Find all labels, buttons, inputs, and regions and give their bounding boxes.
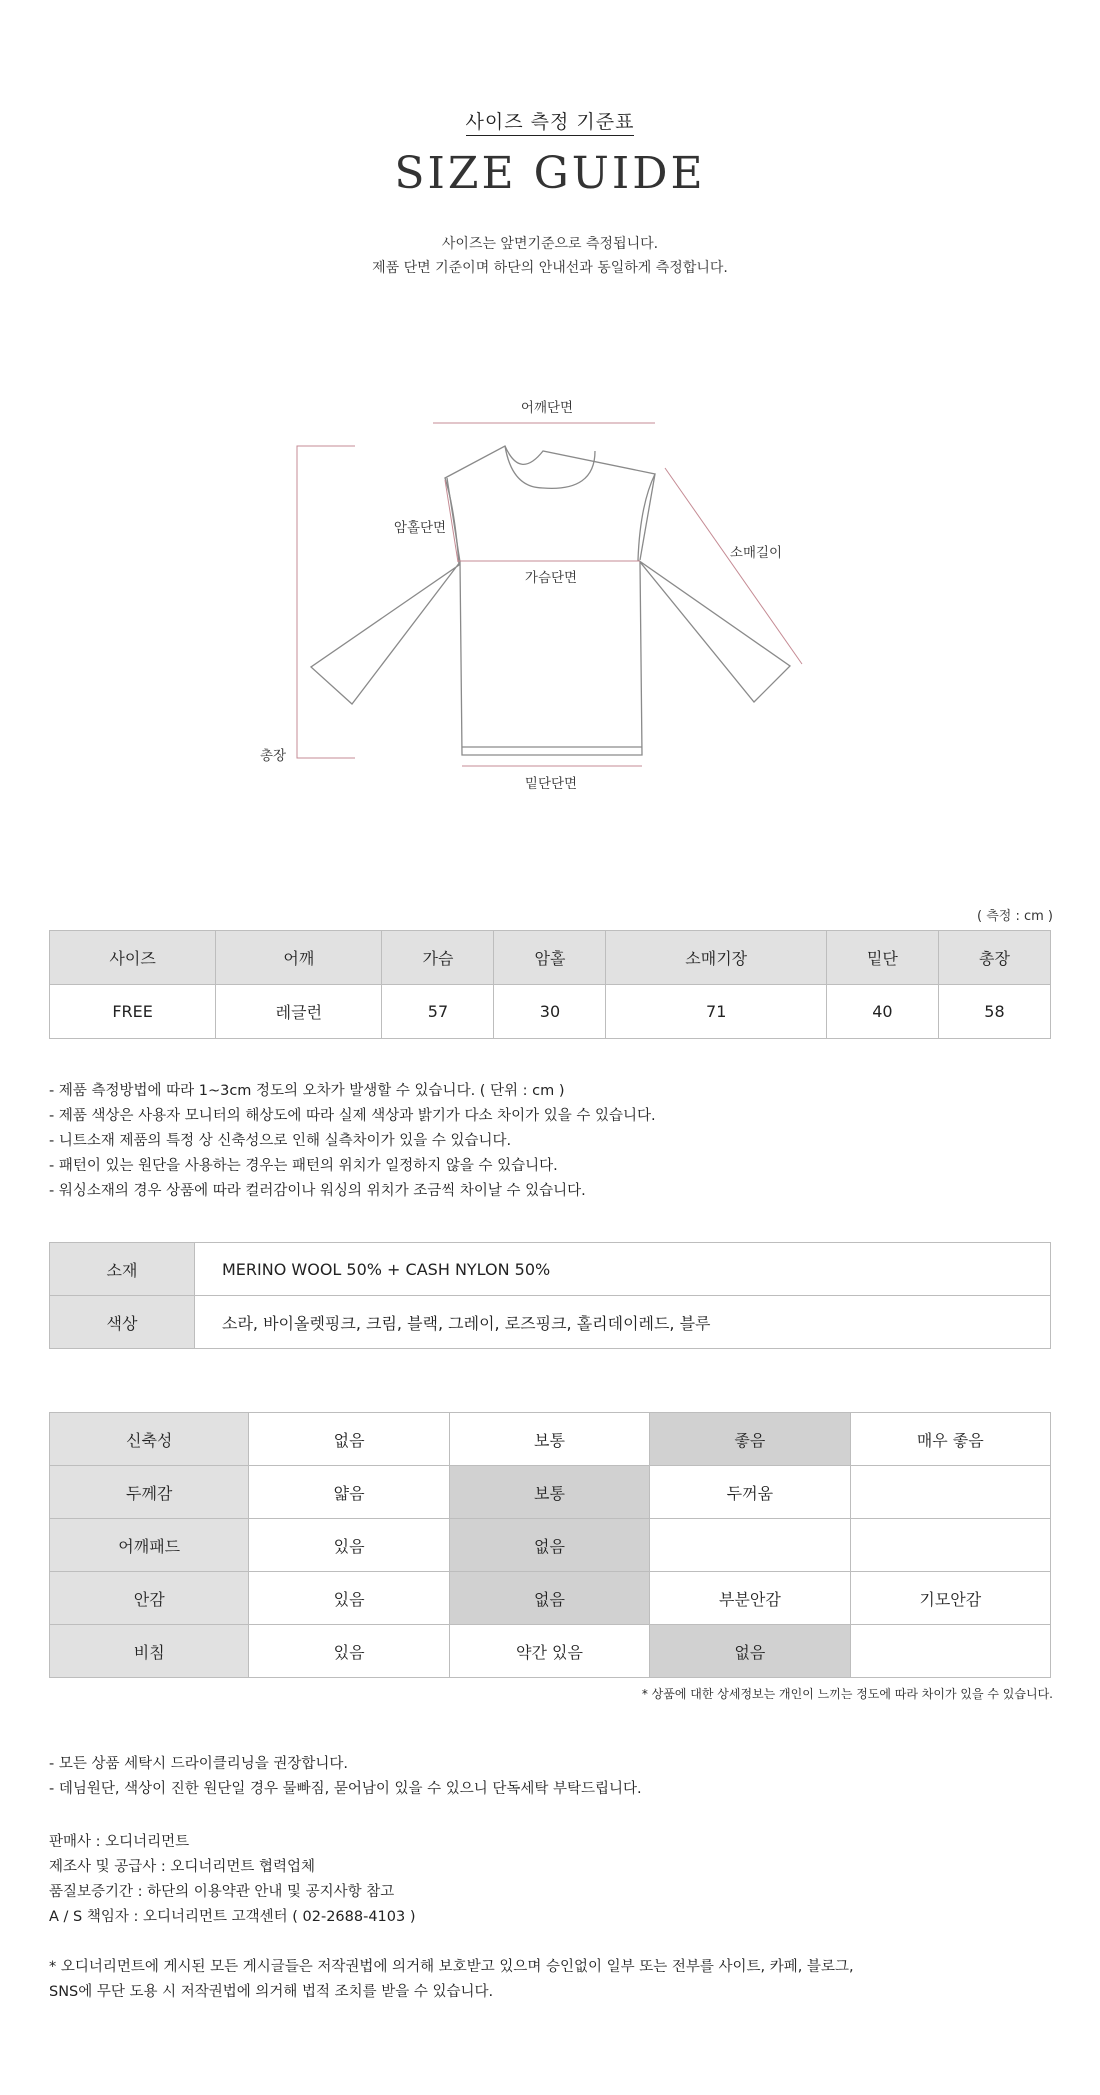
copyright-line: * 오디너리먼트에 게시된 모든 게시글들은 저작권법에 의거해 보호받고 있으며 승인없이 일부 또는 전부를 사이트, 카페, 블로그, [49,1959,854,1975]
note-line: - 제품 측정방법에 따라 1~3cm 정도의 오차가 발생할 수 있습니다. ( 단위 : cm ) [49,1083,565,1099]
color-value: 소라, 바이올렛핑크, 크림, 블랙, 그레이, 로즈핑크, 홀리데이레드, 블루 [195,1296,1051,1349]
size-header-length: 총장 [938,931,1050,985]
care-notes [49,1752,642,1802]
table-row [50,1413,1051,1466]
size-header-hem: 밑단 [826,931,938,985]
property-option: 있음 [249,1625,449,1678]
size-table-header [50,931,1051,985]
length-label: 총장 [259,748,287,764]
property-option-selected: 없음 [650,1625,850,1678]
thickness-label: 두께감 [50,1466,249,1519]
shoulder-label: 어깨단면 [520,400,574,416]
shoulder-value: 레글런 [216,985,382,1039]
table-row [50,1625,1051,1678]
property-option [850,1625,1050,1678]
measurement-guides [297,423,802,766]
armhole-guide [445,480,458,562]
property-option: 없음 [249,1413,449,1466]
property-option-selected: 없음 [449,1572,649,1625]
garment-diagram [245,388,825,798]
intro-text [0,232,1100,280]
sleeve-guide [665,468,802,664]
property-option: 있음 [249,1572,449,1625]
sweater-outline [311,446,790,755]
material-value: MERINO WOOL 50% + CASH NYLON 50% [195,1243,1051,1296]
size-header-armhole: 암홀 [494,931,606,985]
length-guide [297,446,355,758]
table-row [50,1519,1051,1572]
property-option-selected: 없음 [449,1519,649,1572]
company-info [49,1830,416,1930]
table-row [50,1296,1051,1349]
property-option: 보통 [449,1413,649,1466]
size-header-chest: 가슴 [382,931,494,985]
table-row [50,1572,1051,1625]
size-guide-korean-title [0,107,1100,134]
table-row [50,1243,1051,1296]
table-row [50,985,1051,1039]
property-option-selected: 좋음 [650,1413,850,1466]
property-option [850,1466,1050,1519]
intro-line: 제품 단면 기준이며 하단의 안내선과 동일하게 측정합니다. [372,260,728,276]
sleeve-value: 71 [606,985,826,1039]
note-line: - 워싱소재의 경우 상품에 따라 컬러감이나 워싱의 위치가 조금씩 차이날 수 있습니다. [49,1183,586,1199]
material-color-table [49,1242,1051,1349]
measurement-notes [49,1079,656,1204]
sheerness-label: 비침 [50,1625,249,1678]
property-option [850,1519,1050,1572]
company-line: A / S 책임자 : 오디너리먼트 고객센터 ( 02-2688-4103 ) [49,1909,416,1925]
size-header-shoulder: 어깨 [216,931,382,985]
size-header-sleeve: 소매기장 [606,931,826,985]
company-line: 제조사 및 공급사 : 오디너리먼트 협력업체 [49,1859,316,1875]
size-table [49,930,1051,1039]
note-line: - 패턴이 있는 원단을 사용하는 경우는 패턴의 위치가 일정하지 않을 수 있습니다. [49,1158,558,1174]
stretch-label: 신축성 [50,1413,249,1466]
properties-footnote: * 상품에 대한 상세정보는 개인이 느끼는 정도에 따라 차이가 있을 수 있습니다. [641,1687,1053,1701]
table-row [50,1466,1051,1519]
material-label: 소재 [50,1243,195,1296]
property-option: 얇음 [249,1466,449,1519]
note-line: - 니트소재 제품의 특정 상 신축성으로 인해 실측차이가 있을 수 있습니다. [49,1133,512,1149]
copyright-line: SNS에 무단 도용 시 저작권법에 의거해 법적 조치를 받을 수 있습니다. [49,1984,494,2000]
property-option: 부분안감 [650,1572,850,1625]
armhole-value: 30 [494,985,606,1039]
hem-value: 40 [826,985,938,1039]
property-option: 기모안감 [850,1572,1050,1625]
property-option: 두꺼움 [650,1466,850,1519]
company-line: 판매사 : 오디너리먼트 [49,1834,190,1850]
property-option: 매우 좋음 [850,1413,1050,1466]
color-label: 색상 [50,1296,195,1349]
size-guide-title: SIZE GUIDE [394,148,706,199]
size-value: FREE [50,985,216,1039]
hem-label: 밑단단면 [524,776,578,792]
measurement-unit: ( 측정 : cm ) [977,909,1053,924]
size-header-size: 사이즈 [50,931,216,985]
note-line: - 데님원단, 색상이 진한 원단일 경우 물빠짐, 묻어남이 있을 수 있으니 단독세탁 부탁드립니다. [49,1781,642,1797]
copyright-notice [49,1955,854,2005]
intro-line: 사이즈는 앞면기준으로 측정됩니다. [441,236,659,252]
property-option-selected: 보통 [449,1466,649,1519]
property-option: 있음 [249,1519,449,1572]
note-line: - 제품 색상은 사용자 모니터의 해상도에 따라 실제 색상과 밝기가 다소 차이가 있을 수 있습니다. [49,1108,656,1124]
chest-label: 가슴단면 [524,570,578,586]
armhole-label: 암홀단면 [393,520,447,536]
sleeve-label: 소매길이 [729,545,783,561]
property-option [650,1519,850,1572]
length-value: 58 [938,985,1050,1039]
property-option: 약간 있음 [449,1625,649,1678]
size-guide-korean-title-text: 사이즈 측정 기준표 [466,111,635,136]
company-line: 품질보증기간 : 하단의 이용약관 안내 및 공지사항 참고 [49,1884,395,1900]
shoulder-pad-label: 어깨패드 [50,1519,249,1572]
fabric-properties-table [49,1412,1051,1678]
note-line: - 모든 상품 세탁시 드라이클리닝을 권장합니다. [49,1756,349,1772]
chest-value: 57 [382,985,494,1039]
lining-label: 안감 [50,1572,249,1625]
